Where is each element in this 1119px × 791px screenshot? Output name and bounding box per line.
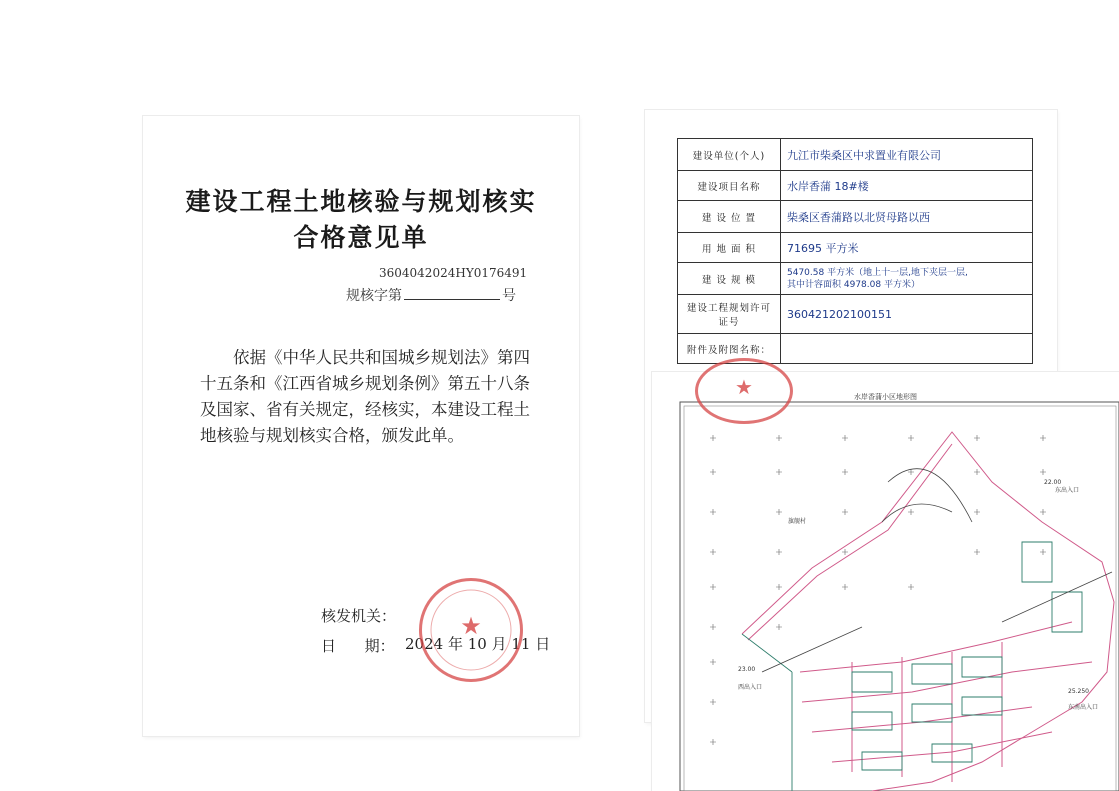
official-seal	[695, 358, 793, 424]
elevation-label: 25.250	[1068, 688, 1089, 695]
seal-star-icon: ★	[460, 612, 482, 640]
issue-date: 2024 年 10 月 11 日	[405, 635, 551, 653]
body-line: 十五条和《江西省城乡规划条例》第五十八条	[200, 374, 530, 393]
ref-prefix: 规核字第	[346, 288, 402, 304]
scale-line-1: 5470.58 平方米（地上十一层,地下夹层一层,	[787, 267, 968, 278]
map-inner-frame	[684, 406, 1116, 791]
row-value: 水岸香蒲 18#楼	[781, 171, 1033, 201]
reference-number-line	[346, 285, 516, 305]
row-label: 用 地 面 积	[678, 233, 781, 263]
elevation-label: 22.00	[1044, 479, 1062, 486]
map-frame	[680, 402, 1119, 791]
date-label: 日 期：	[321, 637, 395, 655]
row-label: 建设单位(个人)	[678, 139, 781, 171]
row-label: 建 设 规 模	[678, 263, 781, 295]
entrance-label: 东南出入口	[1068, 704, 1099, 711]
body-line: 及国家、省有关规定，经核实，本建设工程土	[200, 400, 530, 419]
site-map-drawing	[652, 372, 1119, 791]
issuer-label: 核发机关：	[321, 607, 397, 625]
grid-crosses	[710, 435, 1046, 745]
seal-star-icon: ★	[735, 375, 753, 399]
map-title: 水岸香蒲小区地形图	[854, 393, 917, 401]
entrance-label: 东出入口	[1055, 487, 1080, 494]
table-row	[678, 263, 1033, 295]
table-row	[678, 201, 1033, 233]
row-label: 建设工程规划许可证号	[678, 295, 781, 334]
table-row	[678, 295, 1033, 334]
row-label: 建 设 位 置	[678, 201, 781, 233]
serial-number: 3604042024HY0176491	[379, 266, 528, 280]
ref-underline	[404, 287, 500, 300]
certificate-sheet	[143, 116, 579, 736]
site-map-sheet	[652, 372, 1119, 791]
certificate-title: 建设工程土地核验与规划核实	[185, 187, 537, 216]
table-row	[678, 171, 1033, 201]
elevation-label: 23.00	[738, 666, 756, 673]
table-row	[678, 233, 1033, 263]
entrance-label: 西出入口	[738, 684, 763, 691]
area-label: 旗舰村	[788, 518, 807, 525]
row-value	[781, 263, 1033, 295]
body-line: 地核验与规划核实合格，颁发此单。	[200, 426, 464, 445]
building-outlines	[742, 542, 1082, 791]
ref-suffix: 号	[502, 288, 516, 304]
row-value: 71695 平方米	[781, 233, 1033, 263]
road-lines	[762, 469, 1112, 672]
row-value: 360421202100151	[781, 295, 1033, 334]
row-label: 建设项目名称	[678, 171, 781, 201]
body-line: 依据《中华人民共和国城乡规划法》第四	[233, 348, 530, 367]
certificate-body	[200, 345, 560, 449]
row-value: 柴桑区香蒲路以北贤母路以西	[781, 201, 1033, 233]
table-row	[678, 139, 1033, 171]
scale-line-2: 其中计容面积 4978.08 平方米）	[787, 279, 920, 290]
certificate-subtitle: 合格意见单	[293, 223, 429, 252]
row-value	[781, 334, 1033, 364]
row-value: 九江市柴桑区中求置业有限公司	[781, 139, 1033, 171]
official-seal	[419, 578, 523, 682]
row-label: 附件及附图名称：	[678, 334, 781, 364]
project-info-table	[677, 138, 1033, 364]
